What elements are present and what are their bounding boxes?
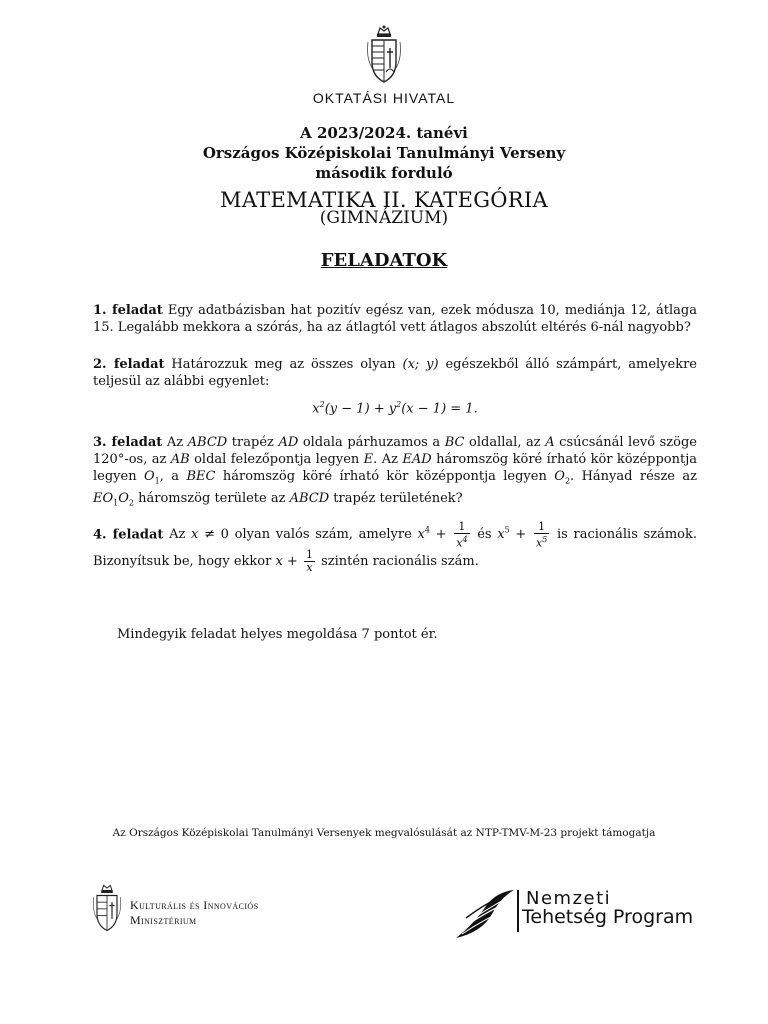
ntp-line-2: Tehetség Program [522, 906, 694, 928]
problem-2-label: 2. feladat [93, 357, 165, 372]
problem-3-label: 3. feladat [93, 435, 163, 450]
problem-2-equation: $x^2(y - 1) + y^2(x - 1) = 1$. [312, 400, 478, 417]
problem-4-label: 4. feladat [93, 527, 164, 543]
problem-2-text-b: egészekből álló számpárt, amelyekre teljesül az alábbi egyenlet: [93, 357, 698, 389]
org-name: OKTATÁSI HIVATAL [312, 90, 456, 106]
problem-2-pair: (x; y) [402, 357, 439, 372]
ntp-wave-logo-icon [452, 884, 522, 942]
round-name: második forduló [315, 164, 453, 182]
competition-name: Országos Középiskolai Tanulmányi Verseny [202, 144, 566, 162]
problem-2 [93, 356, 697, 417]
ministry-line-2: Minisztérium [130, 913, 197, 927]
ntp-divider [517, 890, 519, 932]
section-title: FELADATOK [320, 250, 448, 271]
subject-title: MATEMATIKA II. KATEGÓRIA [220, 188, 548, 212]
year-line: A 2023/2024. tanévi [300, 124, 468, 142]
support-statement: Az Országos Középiskolai Tanulmányi Versenyek megvalósulását az NTP-TMV-M-23 projekt támogatja [112, 827, 656, 839]
problem-4-text: Az x ≠ 0 olyan valós szám, amelyre $x^4$ + $\frac{1}{x^4}$ és $x^5$ + $\frac{1}{x^5}$ is racionális számok. Bizonyítsuk be, hogy ekkor x + $\frac{1}{x}$ szintén racionális szám. [93, 519, 697, 575]
problem-4 [93, 520, 697, 574]
problem-1 [93, 302, 697, 336]
problem-3 [93, 434, 697, 511]
problem-1-text: Egy adatbázisban hat pozitív egész van, ezek módusza 10, mediánja 12, átlaga 15. Legalább mekkora a szórás, ha az átlagtól vett átlagos abszolút eltérés 6-nál nagyobb? [93, 303, 697, 335]
ministry-crest-icon [92, 880, 122, 936]
problem-3-text: Az ABCD trapéz AD oldala párhuzamos a BC oldallal, az A csúcsánál levő szöge 120°-os, az AB oldal felezőpontja legyen E. Az EAD háromszög köré írható kör középpontja legyen $O_1$, a BEC háromszög köré írható kör középpontja legyen $O_2$. Hányad része az $EO_1O_2$ háromszög területe az ABCD trapéz területének? [93, 435, 698, 508]
problem-2-text-a: Határozzuk meg az összes olyan [171, 357, 396, 372]
category-title: (GIMNÁZIUM) [319, 208, 449, 228]
hungarian-coat-of-arms-icon [366, 24, 402, 86]
problem-1-label: 1. feladat [93, 303, 163, 318]
ministry-name [130, 898, 258, 928]
ntp-line-1: Nemzeti [526, 888, 612, 909]
scoring-note: Mindegyik feladat helyes megoldása 7 pontot ér. [117, 627, 438, 642]
ministry-line-1: Kulturális és Innovációs [130, 898, 259, 912]
